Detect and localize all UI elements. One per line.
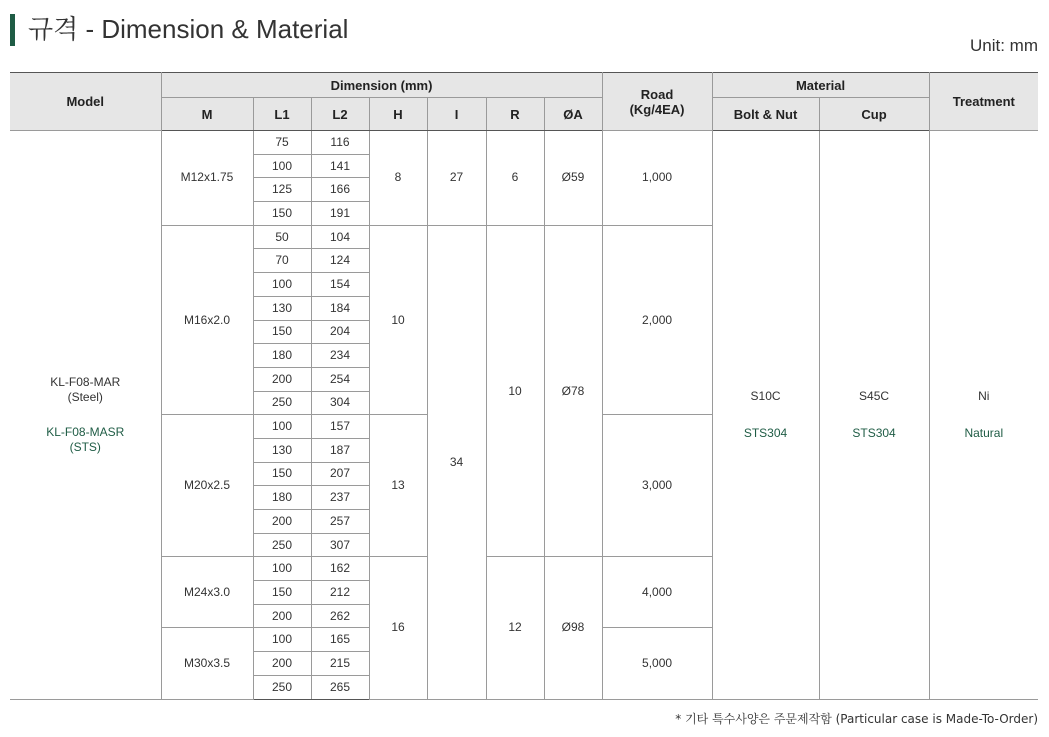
l1-cell: 50 <box>253 225 311 249</box>
l2-cell: 162 <box>311 557 369 581</box>
l1-cell: 70 <box>253 249 311 273</box>
l2-cell: 234 <box>311 344 369 368</box>
l2-cell: 157 <box>311 415 369 439</box>
l2-cell: 166 <box>311 178 369 202</box>
l2-cell: 154 <box>311 273 369 297</box>
l1-cell: 130 <box>253 438 311 462</box>
road-cell: 3,000 <box>602 415 712 557</box>
cup-sts: STS304 <box>852 425 896 440</box>
l2-cell: 104 <box>311 225 369 249</box>
m-cell: M20x2.5 <box>161 415 253 557</box>
footnote: * 기타 특수사양은 주문제작함 (Particular case is Made-To-Order) <box>675 712 1038 726</box>
l2-cell: 191 <box>311 202 369 226</box>
l2-cell: 254 <box>311 367 369 391</box>
r-cell: 12 <box>486 557 544 699</box>
l1-cell: 130 <box>253 296 311 320</box>
l1-cell: 75 <box>253 131 311 155</box>
title-english: - Dimension & Material <box>85 14 349 44</box>
col-oa: ØA <box>544 98 602 131</box>
col-l2: L2 <box>311 98 369 131</box>
col-material: Material <box>712 73 929 98</box>
title-korean: 규격 <box>28 15 79 45</box>
l2-cell: 307 <box>311 533 369 557</box>
oa-cell: Ø59 <box>544 131 602 226</box>
l1-cell: 250 <box>253 391 311 415</box>
page-title <box>28 12 348 47</box>
oa-cell: Ø78 <box>544 225 602 557</box>
l2-cell: 262 <box>311 604 369 628</box>
l1-cell: 150 <box>253 320 311 344</box>
l2-cell: 304 <box>311 391 369 415</box>
cup-steel: S45C <box>859 388 890 403</box>
l1-cell: 100 <box>253 154 311 178</box>
l2-cell: 215 <box>311 652 369 676</box>
r-cell: 6 <box>486 131 544 226</box>
bolt-nut-cell <box>712 131 819 700</box>
col-h: H <box>369 98 427 131</box>
treatment-cell <box>929 131 1038 700</box>
l1-cell: 100 <box>253 557 311 581</box>
col-dimension: Dimension (mm) <box>161 73 602 98</box>
model-cell <box>10 131 161 700</box>
road-cell: 2,000 <box>602 225 712 415</box>
bolt-sts: STS304 <box>743 425 788 440</box>
m-cell: M24x3.0 <box>161 557 253 628</box>
col-i: I <box>427 98 486 131</box>
road-cell: 4,000 <box>602 557 712 628</box>
model-steel-label: (Steel) <box>67 389 103 404</box>
m-cell: M16x2.0 <box>161 225 253 415</box>
title-accent-bar <box>10 14 15 46</box>
table-row <box>10 131 1038 155</box>
cup-cell <box>819 131 929 700</box>
l1-cell: 125 <box>253 178 311 202</box>
l1-cell: 200 <box>253 652 311 676</box>
h-cell: 13 <box>369 415 427 557</box>
l2-cell: 207 <box>311 462 369 486</box>
treatment-sts: Natural <box>964 425 1004 440</box>
l1-cell: 150 <box>253 202 311 226</box>
l2-cell: 187 <box>311 438 369 462</box>
l1-cell: 100 <box>253 273 311 297</box>
col-treatment: Treatment <box>929 73 1038 131</box>
l1-cell: 200 <box>253 367 311 391</box>
l2-cell: 265 <box>311 675 369 699</box>
col-bolt-nut: Bolt & Nut <box>712 98 819 131</box>
l2-cell: 237 <box>311 486 369 510</box>
l2-cell: 184 <box>311 296 369 320</box>
road-cell: 5,000 <box>602 628 712 699</box>
col-cup: Cup <box>819 98 929 131</box>
col-road-unit: (Kg/4EA) <box>629 101 685 117</box>
l2-cell: 212 <box>311 581 369 605</box>
i-cell: 27 <box>427 131 486 226</box>
l1-cell: 200 <box>253 604 311 628</box>
l1-cell: 150 <box>253 581 311 605</box>
l1-cell: 100 <box>253 628 311 652</box>
l1-cell: 250 <box>253 675 311 699</box>
col-road-label: Road <box>640 86 674 102</box>
l2-cell: 257 <box>311 510 369 534</box>
l2-cell: 204 <box>311 320 369 344</box>
bolt-steel: S10C <box>750 388 781 403</box>
col-r: R <box>486 98 544 131</box>
col-model: Model <box>10 73 161 131</box>
model-sts-name: KL-F08-MASR <box>46 424 125 439</box>
l1-cell: 180 <box>253 344 311 368</box>
l2-cell: 116 <box>311 131 369 155</box>
model-sts-label: (STS) <box>69 439 101 454</box>
oa-cell: Ø98 <box>544 557 602 699</box>
l1-cell: 250 <box>253 533 311 557</box>
l1-cell: 200 <box>253 510 311 534</box>
m-cell: M30x3.5 <box>161 628 253 699</box>
r-cell: 10 <box>486 225 544 557</box>
col-road <box>602 73 712 131</box>
col-m: M <box>161 98 253 131</box>
m-cell: M12x1.75 <box>161 131 253 226</box>
l2-cell: 124 <box>311 249 369 273</box>
model-steel-name: KL-F08-MAR <box>50 374 121 389</box>
unit-label: Unit: mm <box>970 36 1038 55</box>
col-l1: L1 <box>253 98 311 131</box>
l1-cell: 150 <box>253 462 311 486</box>
h-cell: 16 <box>369 557 427 699</box>
h-cell: 10 <box>369 225 427 415</box>
l1-cell: 100 <box>253 415 311 439</box>
l2-cell: 141 <box>311 154 369 178</box>
l1-cell: 180 <box>253 486 311 510</box>
i-cell: 34 <box>427 225 486 699</box>
treatment-steel: Ni <box>978 388 990 403</box>
spec-table <box>10 72 1038 700</box>
l2-cell: 165 <box>311 628 369 652</box>
h-cell: 8 <box>369 131 427 226</box>
road-cell: 1,000 <box>602 131 712 226</box>
